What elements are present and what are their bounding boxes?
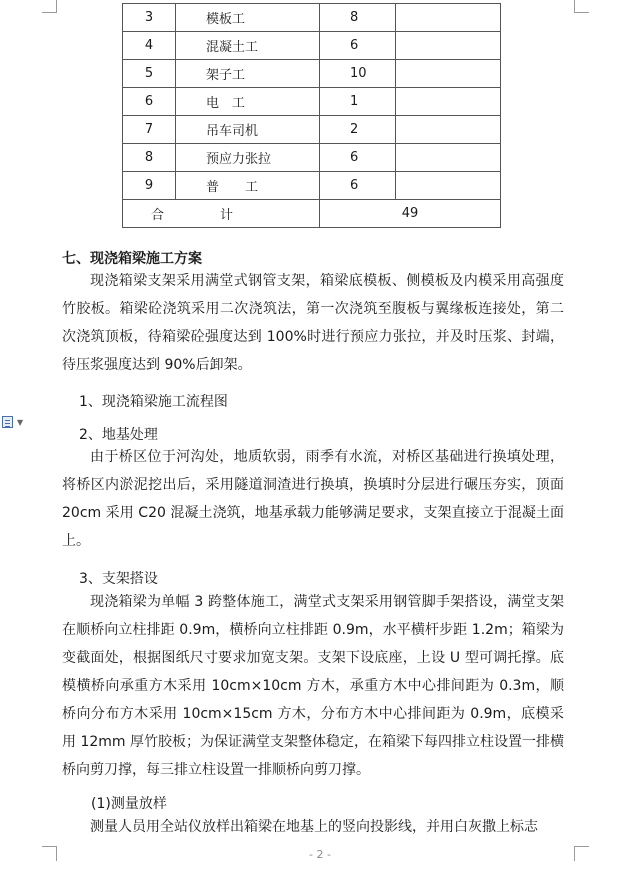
remark-cell: [396, 60, 501, 88]
row-number: 3: [123, 4, 176, 32]
table-row: [123, 116, 501, 144]
crop-mark-top-right: [574, 0, 589, 13]
survey-paragraph: 测量人员用全站仪放样出箱梁在地基上的竖向投影线，并用白灰撒上标志: [90, 819, 538, 835]
remark-cell: [396, 116, 501, 144]
table-row: [123, 144, 501, 172]
trade-name: 电 工: [176, 88, 320, 116]
trade-name: 吊车司机: [176, 116, 320, 144]
worker-count: 6: [320, 32, 396, 60]
worker-count: 6: [320, 172, 396, 200]
document-icon[interactable]: [2, 416, 13, 428]
worker-count: 10: [320, 60, 396, 88]
table-total-row: [123, 200, 501, 228]
trade-name: 模板工: [176, 4, 320, 32]
remark-cell: [396, 4, 501, 32]
remark-cell: [396, 172, 501, 200]
remark-cell: [396, 32, 501, 60]
total-label-2: 计: [220, 208, 234, 223]
item-foundation: 2、地基处理: [79, 427, 158, 443]
trade-name: 混凝土工: [176, 32, 320, 60]
page-number: - 2 -: [309, 848, 331, 861]
table-row: [123, 32, 501, 60]
total-label: [123, 200, 320, 228]
row-number: 7: [123, 116, 176, 144]
item-flowchart: 1、现浇箱梁施工流程图: [79, 394, 228, 410]
worker-count: 8: [320, 4, 396, 32]
row-number: 8: [123, 144, 176, 172]
remark-cell: [396, 88, 501, 116]
row-number: 9: [123, 172, 176, 200]
section-heading: 七、现浇箱梁施工方案: [62, 251, 202, 267]
table-row: [123, 60, 501, 88]
crop-mark-top-left: [42, 0, 57, 13]
table-row: [123, 4, 501, 32]
trade-name: 预应力张拉: [176, 144, 320, 172]
remark-cell: [396, 144, 501, 172]
worker-count: 1: [320, 88, 396, 116]
intro-paragraph: 现浇箱梁支架采用满堂式钢管支架，箱梁底模板、侧模板及内模采用高强度竹胶板。箱梁砼浇筑采用二次浇筑法，第一次浇筑至腹板与翼缘板连接处，第二次浇筑顶板，待箱梁砼强度达到 100%时进行预应力张拉，并及时压浆、封端，待压浆强度达到 90%后卸架。: [62, 273, 564, 373]
triangle-down-icon[interactable]: ▼: [17, 418, 24, 427]
foundation-paragraph: 由于桥区位于河沟处，地质软弱，雨季有水流，对桥区基础进行换填处理，将桥区内淤泥挖出后，采用隧道洞渣进行换填，换填时分层进行碾压夯实，顶面 20cm 采用 C20 混凝土浇筑，地基承载力能够满足要求，支架直接立于混凝土面上。: [62, 449, 564, 549]
labor-table: [122, 3, 501, 228]
table-row: [123, 172, 501, 200]
subitem-survey: (1)测量放样: [91, 796, 167, 812]
item-scaffold: 3、支架搭设: [79, 571, 158, 587]
table-row: [123, 88, 501, 116]
trade-name: 架子工: [176, 60, 320, 88]
total-label-1: 合: [151, 208, 165, 223]
row-number: 6: [123, 88, 176, 116]
worker-count: 2: [320, 116, 396, 144]
row-number: 5: [123, 60, 176, 88]
scaffold-paragraph: 现浇箱梁为单幅 3 跨整体施工，满堂式支架采用钢管脚手架搭设，满堂支架在顺桥向立柱排距 0.9m，横桥向立柱排距 0.9m，水平横杆步距 1.2m；箱梁为变截面处，根据图纸尺寸要求加宽支架。支架下设底座，上设 U 型可调托撑。底模横桥向承重方木采用 10cm×10cm 方木，承重方木中心排间距为 0.3m，顺桥向分布方木采用 10cm×15cm 方木，分布方木中心排间距为 0.9m，底模采用 12mm 厚竹胶板；为保证满堂支架整体稳定，在箱梁下每四排立柱设置一排横桥向剪刀撑，每三排立柱设置一排顺桥向剪刀撑。: [62, 594, 564, 778]
trade-name: 普 工: [176, 172, 320, 200]
total-value: 49: [320, 200, 501, 228]
worker-count: 6: [320, 144, 396, 172]
row-number: 4: [123, 32, 176, 60]
